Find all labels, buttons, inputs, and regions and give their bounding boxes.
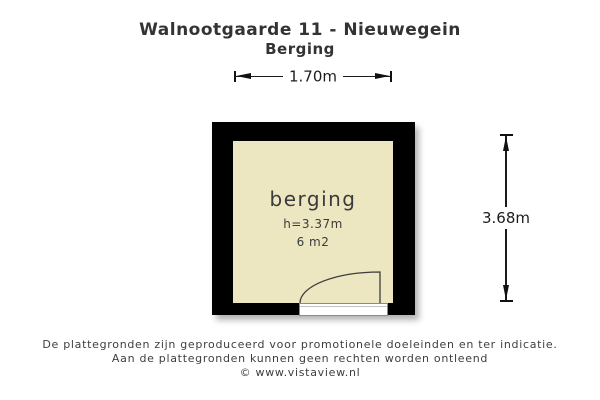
disclaimer-line-2: Aan de plattegronden kunnen geen rechten worden ontleend	[111, 352, 489, 365]
ceiling-height-label: h=3.37m	[283, 217, 343, 231]
door-swing-icon	[296, 266, 388, 308]
copyright-line: © www.vistaview.nl	[239, 366, 361, 379]
dimension-tick-right	[390, 71, 392, 82]
arrow-up-icon	[503, 136, 509, 151]
page-title: Walnootgaarde 11 - Nieuwegein	[139, 20, 461, 40]
room-area-label: 6 m2	[296, 235, 330, 249]
footer-disclaimer	[0, 338, 600, 380]
height-dimension	[481, 134, 531, 302]
page-subtitle: Berging	[265, 40, 335, 58]
room-labels	[233, 187, 393, 249]
width-dimension-label: 1.70m	[283, 67, 343, 85]
room-name-label: berging	[269, 187, 357, 211]
height-dimension-label: 3.68m	[477, 207, 535, 229]
arrow-left-icon	[236, 73, 251, 79]
arrow-down-icon	[503, 285, 509, 300]
width-dimension	[234, 66, 392, 85]
dimension-tick-bottom	[500, 300, 513, 302]
arrow-right-icon	[375, 73, 390, 79]
disclaimer-line-1: De plattegronden zijn geproduceerd voor promotionele doeleinden en ter indicatie.	[42, 338, 558, 351]
